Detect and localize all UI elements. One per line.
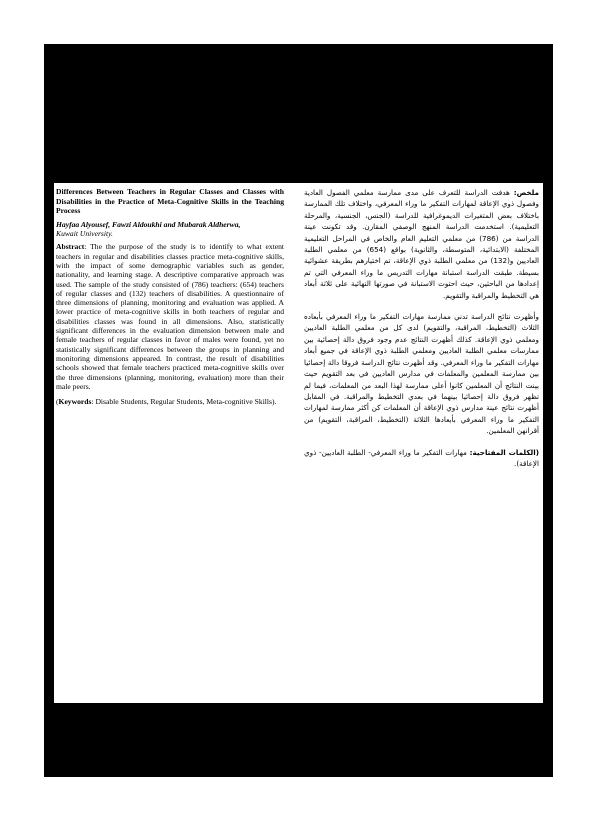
arabic-keywords-text: مهارات التفكير ما وراء المعرفي- الطلبة العاديين- ذوي الإعاقة). (304, 447, 539, 468)
arabic-summary-label: ملخص: (513, 188, 539, 197)
keywords-label: Keywords (58, 397, 92, 407)
article-title: Differences Between Teachers in Regular Classes and Classes with Disabilities in the Practice of Meta-Cognitive Skills in the Teaching Process (56, 187, 284, 216)
arabic-column (304, 187, 539, 479)
article-content (54, 183, 543, 703)
arabic-keywords-label: (الكلمات المفتاحية: (469, 447, 539, 457)
english-keywords (56, 397, 284, 406)
arabic-summary (304, 187, 539, 301)
arabic-results: وأظهرت نتائج الدراسة تدني ممارسة مهارات التفكير ما وراء المعرفي بأبعاده الثلاث (التخطيط، المراقبة، والتقويم) لدى كل من معلمي الطلبة العاديين ومعلمي ذوي الإعاقة. كذلك أظهرت النتائج عدم وجود فروق دالة إحصائية بين ممارسات معلمي الطلبة العاديين ومعلمي الطلبة ذوي الإعاقة في جميع أبعاد مهارات التفكير ما وراء المعرفي. وقد أظهرت نتائج الدراسة فروقا دالة إحصائيا بين ممارسة المعلمين والمعلمات في مدارس العاديين في بعد التقويم حيث بينت النتائج أن المعلمين كانوا أعلى ممارسة لهذا البعد من المعلمات، فيما لم تظهر فروق دالة إحصائيا بينهما في بعدي التخطيط والمراقبة. في المقابل أظهرت نتائج عينة مدارس ذوي الإعاقة أن المعلمات كن أكثر ممارسة لمهارات التفكير ما وراء المعرفي بأبعادها الثلاثة (التخطيط، المراقبة، التقويم) من أقرانهن المعلمين. (304, 312, 539, 436)
english-column (56, 187, 284, 406)
keywords-text: : Disable Students, Regular Students, Meta-cognitive Skills). (91, 397, 277, 407)
arabic-keywords (304, 447, 539, 470)
article-authors: Hayfaa Alyousef, Fawzi Aldoukhi and Mubarak Aldherwa, (56, 219, 241, 229)
page-frame (44, 44, 553, 777)
article-affiliation: Kuwait University. (56, 229, 113, 239)
abstract-label: Abstract (56, 242, 85, 252)
bottom-redaction-block (44, 704, 553, 777)
arabic-summary-text: هدفت الدراسة للتعرف على مدى ممارسة معلمي الفصول العادية وفصول ذوي الإعاقة لمهارات التفكير ما وراء المعرفي، واختلاف تلك الممارسة باختلاف بعض المتغيرات الديموغرافية للدراسة (الجنس، الجنسية، والمرحلة التعليمية). استخدمت الدراسة المنهج الوصفي المقارن. وقد تكونت عينة الدراسة من (786) من معلمي التعليم العام والخاص في المراحل التعليمية المختلفة (الابتدائية، المتوسطة، والثانوية) بواقع (654) من معلمي الطلبة العاديين و(132) من معلمي الطلبة ذوي الإعاقة، تم اختيارهم بطريقة عشوائية بسيطة. طبقت الدراسة استبانة مهارات التدريس ما وراء المعرفي التي تم إعدادها من الباحثين، حيث احتوت الاستبانة في صورتها النهائية على ثلاثة أبعاد هي التخطيط والمراقبة والتقويم. (304, 188, 540, 300)
top-redaction-block (44, 44, 553, 179)
keywords-open-paren: ( (56, 397, 59, 407)
abstract-text: : The the purpose of the study is to identify to what extent teachers in regular and disabilities classes practice meta-cognitive skills, with the impact of some demographic variables such as gender, nationality, and learning stage. A descriptive comparative approach was used. The sample of the study consisted of (786) teachers: (654) teachers of regular classes and (132) teachers of disabilities. A questionnaire of three dimensions of planning, monitoring and evaluation was applied. A lower practice of meta-cognitive skills in both teachers of regular and disabilities classes was found in all dimensions. Also, statistically significant differences in the evaluation dimension between male and female teachers of regular classes in favor of males were found, yet no statistically significant differences between the groups in planning and monitoring dimensions appeared. In contrast, the result of disabilities schools showed that female teachers practiced meta-cognitive skills over the three dimensions (planning, monitoring, evaluation) more than their male peers. (56, 242, 284, 391)
english-abstract (56, 242, 284, 391)
